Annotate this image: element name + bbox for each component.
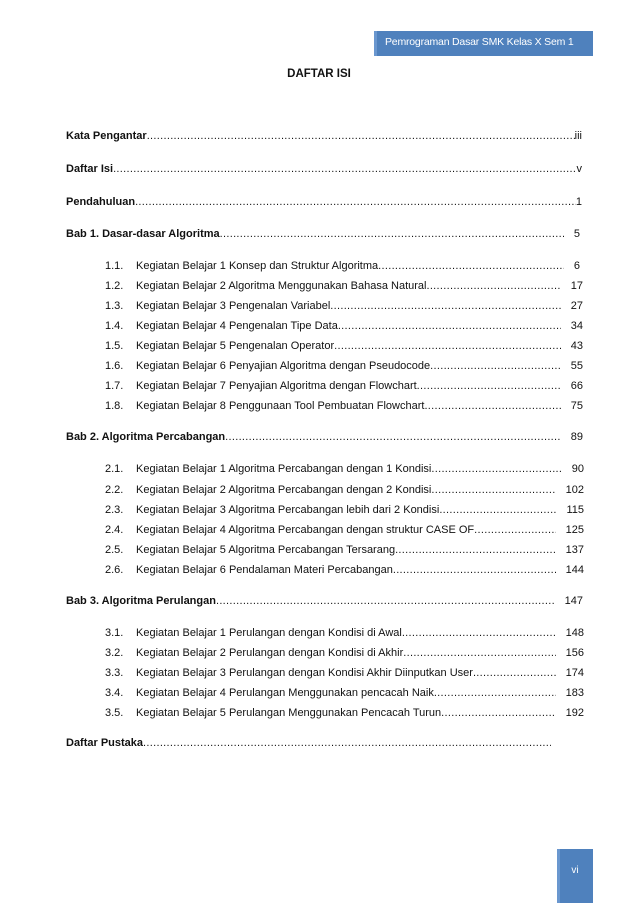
toc-subentry-page: 43 xyxy=(570,340,583,352)
toc-leader-dots xyxy=(225,431,561,443)
toc-subentry-page: 6 xyxy=(573,260,580,272)
toc-subentry-page: 148 xyxy=(565,627,584,639)
toc-subentry-label: Kegiatan Belajar 5 Perulangan Menggunakan Pencacah Turun xyxy=(136,707,442,719)
page-number-band xyxy=(557,849,593,903)
toc-subentry-page: 137 xyxy=(565,544,584,556)
toc-subentry-label: Kegiatan Belajar 4 Algoritma Percabangan dengan struktur CASE OF xyxy=(136,524,475,536)
toc-subentry-number: 1.2. xyxy=(105,280,124,292)
toc-subentry-label: Kegiatan Belajar 4 Pengenalan Tipe Data xyxy=(136,320,338,332)
toc-entry-daftar-pustaka[interactable] xyxy=(66,737,551,753)
toc-subentry-label: Kegiatan Belajar 5 Pengenalan Operator xyxy=(136,340,335,352)
toc-entry-label: Bab 2. Algoritma Percabangan xyxy=(66,431,226,443)
toc-entry-page: iii xyxy=(574,130,582,142)
toc-subentry-2-3[interactable] xyxy=(105,504,584,520)
toc-entry-page: 89 xyxy=(570,431,583,443)
toc-leader-dots xyxy=(417,380,561,392)
toc-subentry-label: Kegiatan Belajar 1 Konsep dan Struktur Algoritma xyxy=(136,260,379,272)
toc-subentry-number: 1.8. xyxy=(105,400,124,412)
toc-subentry-label: Kegiatan Belajar 3 Algoritma Percabangan lebih dari 2 Kondisi xyxy=(136,504,440,516)
toc-subentry-label: Kegiatan Belajar 2 Perulangan dengan Kondisi di Akhir xyxy=(136,647,404,659)
toc-entry-pendahuluan[interactable] xyxy=(66,196,582,212)
toc-subentry-2-1[interactable] xyxy=(105,463,584,479)
toc-subentry-3-4[interactable] xyxy=(105,687,584,703)
toc-subentry-3-1[interactable] xyxy=(105,627,584,643)
toc-subentry-page: 34 xyxy=(570,320,583,332)
toc-entry-kata-pengantar[interactable] xyxy=(66,130,582,146)
toc-leader-dots xyxy=(334,340,561,352)
toc-subentry-number: 3.4. xyxy=(105,687,124,699)
toc-subentry-number: 2.3. xyxy=(105,504,124,516)
toc-entry-label: Daftar Isi xyxy=(66,163,114,175)
toc-subentry-2-2[interactable] xyxy=(105,484,584,500)
toc-leader-dots xyxy=(147,130,575,142)
toc-subentry-number: 3.1. xyxy=(105,627,124,639)
page-title: DAFTAR ISI xyxy=(287,68,351,80)
running-header-title: Pemrograman Dasar SMK Kelas X Sem 1 xyxy=(385,36,574,48)
toc-subentry-1-2[interactable] xyxy=(105,280,583,296)
toc-subentry-1-6[interactable] xyxy=(105,360,583,376)
toc-subentry-page: 27 xyxy=(570,300,583,312)
toc-subentry-page: 66 xyxy=(570,380,583,392)
toc-leader-dots xyxy=(330,300,560,312)
toc-subentry-number: 2.2. xyxy=(105,484,124,496)
toc-entry-page: 147 xyxy=(564,595,583,607)
toc-leader-dots xyxy=(431,484,555,496)
page-number: vi xyxy=(571,865,579,876)
toc-leader-dots xyxy=(220,228,564,240)
toc-subentry-label: Kegiatan Belajar 5 Algoritma Percabangan Tersarang xyxy=(136,544,396,556)
toc-subentry-number: 2.4. xyxy=(105,524,124,536)
toc-leader-dots xyxy=(393,564,556,576)
toc-subentry-page: 90 xyxy=(571,463,584,475)
toc-subentry-label: Kegiatan Belajar 1 Algoritma Percabangan dengan 1 Kondisi xyxy=(136,463,432,475)
toc-subentry-1-4[interactable] xyxy=(105,320,583,336)
toc-entry-label: Bab 1. Dasar-dasar Algoritma xyxy=(66,228,220,240)
toc-leader-dots xyxy=(378,260,564,272)
toc-entry-bab-2[interactable] xyxy=(66,431,583,447)
toc-subentry-3-3[interactable] xyxy=(105,667,584,683)
toc-entry-daftar-isi[interactable] xyxy=(66,163,582,179)
toc-subentry-number: 3.3. xyxy=(105,667,124,679)
toc-leader-dots xyxy=(338,320,561,332)
toc-leader-dots xyxy=(113,163,576,175)
toc-subentry-page: 125 xyxy=(565,524,584,536)
toc-subentry-page: 115 xyxy=(566,504,584,516)
toc-subentry-page: 174 xyxy=(565,667,584,679)
toc-subentry-number: 2.5. xyxy=(105,544,124,556)
toc-leader-dots xyxy=(402,627,556,639)
toc-leader-dots xyxy=(441,707,555,719)
toc-leader-dots xyxy=(135,196,576,208)
toc-subentry-1-8[interactable] xyxy=(105,400,583,416)
toc-subentry-label: Kegiatan Belajar 1 Perulangan dengan Kondisi di Awal xyxy=(136,627,402,639)
toc-leader-dots xyxy=(426,280,560,292)
toc-entry-bab-3[interactable] xyxy=(66,595,583,611)
toc-entry-label: Daftar Pustaka xyxy=(66,737,144,749)
toc-leader-dots xyxy=(473,667,556,679)
toc-leader-dots xyxy=(143,737,551,749)
toc-leader-dots xyxy=(431,463,561,475)
toc-leader-dots xyxy=(474,524,556,536)
toc-subentry-label: Kegiatan Belajar 3 Perulangan dengan Kondisi Akhir Diinputkan User xyxy=(136,667,473,679)
toc-leader-dots xyxy=(403,647,555,659)
toc-subentry-1-1[interactable] xyxy=(105,260,580,276)
toc-subentry-page: 144 xyxy=(565,564,584,576)
toc-entry-label: Bab 3. Algoritma Perulangan xyxy=(66,595,216,607)
toc-subentry-label: Kegiatan Belajar 6 Pendalaman Materi Percabangan xyxy=(136,564,393,576)
toc-subentry-3-2[interactable] xyxy=(105,647,584,663)
toc-subentry-page: 183 xyxy=(565,687,584,699)
toc-entry-page: v xyxy=(576,163,582,175)
toc-leader-dots xyxy=(395,544,556,556)
toc-subentry-page: 55 xyxy=(570,360,583,372)
toc-subentry-page: 156 xyxy=(565,647,584,659)
toc-subentry-label: Kegiatan Belajar 3 Pengenalan Variabel xyxy=(136,300,331,312)
toc-entry-bab-1[interactable] xyxy=(66,228,580,244)
toc-subentry-label: Kegiatan Belajar 8 Penggunaan Tool Pembuatan Flowchart xyxy=(136,400,425,412)
toc-subentry-label: Kegiatan Belajar 6 Penyajian Algoritma dengan Pseudocode xyxy=(136,360,431,372)
toc-subentry-number: 3.5. xyxy=(105,707,124,719)
toc-subentry-label: Kegiatan Belajar 7 Penyajian Algoritma dengan Flowchart xyxy=(136,380,417,392)
toc-leader-dots xyxy=(434,687,556,699)
toc-subentry-number: 2.6. xyxy=(105,564,124,576)
toc-subentry-number: 1.6. xyxy=(105,360,124,372)
toc-entry-label: Pendahuluan xyxy=(66,196,136,208)
toc-subentry-number: 1.3. xyxy=(105,300,124,312)
toc-subentry-3-5[interactable] xyxy=(105,707,584,723)
toc-subentry-number: 3.2. xyxy=(105,647,124,659)
toc-subentry-2-6[interactable] xyxy=(105,564,584,580)
toc-subentry-2-5[interactable] xyxy=(105,544,584,560)
toc-entry-page: 1 xyxy=(575,196,582,208)
toc-leader-dots xyxy=(439,504,556,516)
toc-subentry-label: Kegiatan Belajar 4 Perulangan Menggunakan pencacah Naik xyxy=(136,687,434,699)
toc-subentry-1-7[interactable] xyxy=(105,380,583,396)
toc-subentry-number: 1.1. xyxy=(105,260,124,272)
toc-subentry-number: 1.5. xyxy=(105,340,124,352)
toc-subentry-number: 1.7. xyxy=(105,380,124,392)
toc-entry-label: Kata Pengantar xyxy=(66,130,147,142)
toc-subentry-1-5[interactable] xyxy=(105,340,583,356)
toc-subentry-number: 2.1. xyxy=(105,463,124,475)
toc-leader-dots xyxy=(424,400,560,412)
toc-subentry-1-3[interactable] xyxy=(105,300,583,316)
toc-subentry-page: 17 xyxy=(570,280,583,292)
toc-subentry-page: 75 xyxy=(570,400,583,412)
toc-entry-page: 5 xyxy=(573,228,580,240)
toc-leader-dots xyxy=(216,595,555,607)
toc-subentry-2-4[interactable] xyxy=(105,524,584,540)
toc-subentry-label: Kegiatan Belajar 2 Algoritma Menggunakan Bahasa Natural xyxy=(136,280,427,292)
toc-leader-dots xyxy=(430,360,561,372)
toc-subentry-page: 192 xyxy=(565,707,584,719)
toc-subentry-label: Kegiatan Belajar 2 Algoritma Percabangan dengan 2 Kondisi xyxy=(136,484,432,496)
toc-subentry-page: 102 xyxy=(565,484,584,496)
toc-subentry-number: 1.4. xyxy=(105,320,124,332)
